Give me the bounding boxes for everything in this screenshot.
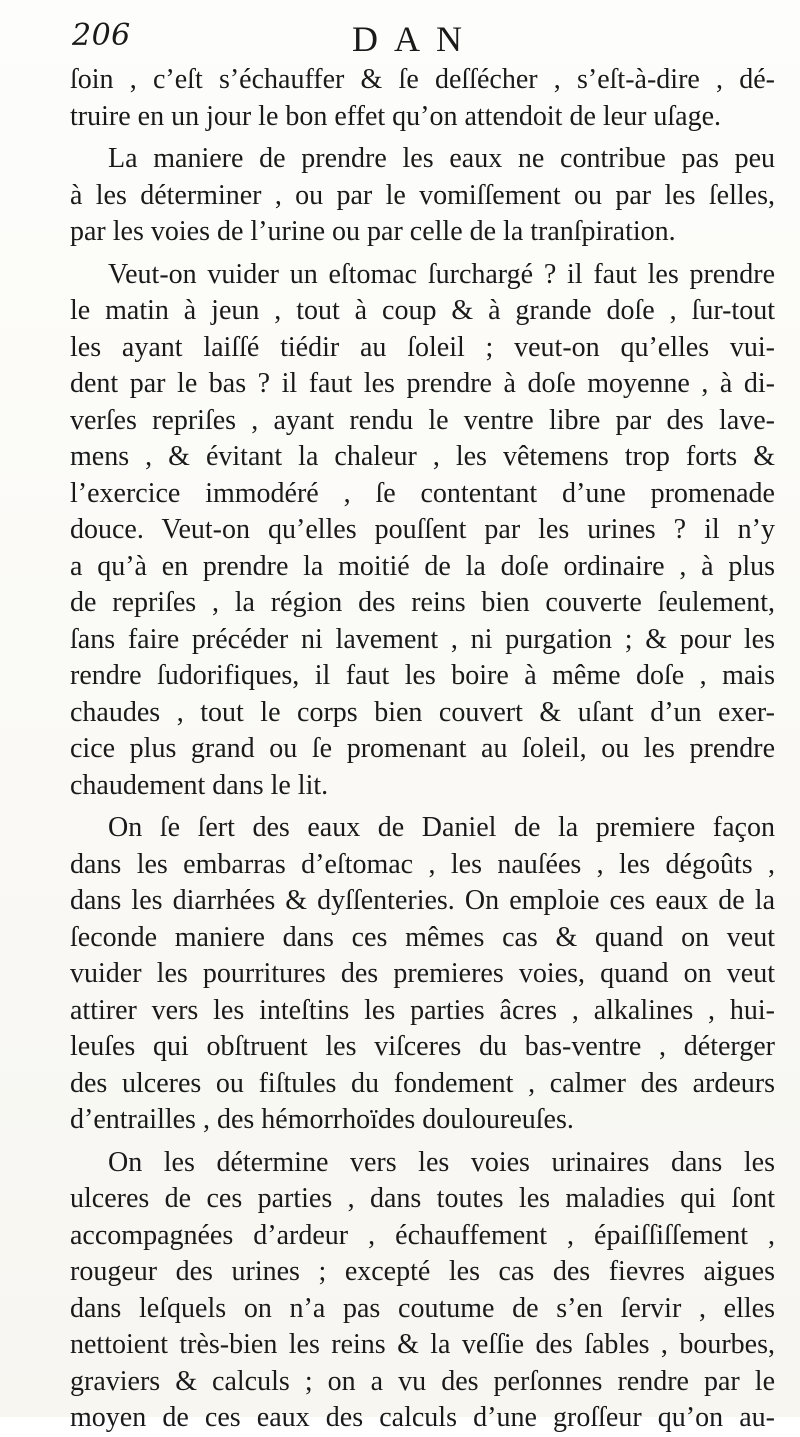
running-head: DAN <box>352 19 478 59</box>
body-text <box>70 62 775 1437</box>
text-line: On ſe ſert des eaux de Daniel de la premiere façon <box>108 812 775 843</box>
text-line: le matin à jeun , tout à coup & à grande doſe , ſur-tout <box>70 295 775 326</box>
text-line: les ayant laiſſé tiédir au ſoleil ; veut-on qu’elles vui- <box>70 331 775 363</box>
text-line: graviers & calculs ; on a vu des perſonnes rendre par le <box>70 1365 775 1397</box>
text-line: ſans faire précéder ni lavement , ni purgation ; & pour les <box>70 623 775 655</box>
text-line: a qu’à en prendre la moitié de la doſe ordinaire , à plus <box>70 550 775 582</box>
text-line: de repriſes , la région des reins bien couverte ſeulement, <box>70 587 775 618</box>
text-line: vuider les pourritures des premieres voies, quand on veut <box>70 958 775 989</box>
text-line: chaudement dans le lit. <box>70 769 329 801</box>
text-line: ſoin , c’eſt s’échauffer & ſe deſſécher , s’eſt-à-dire , dé- <box>70 64 775 95</box>
text-line: rougeur des urines ; excepté les cas des fievres aigues <box>70 1256 775 1287</box>
text-line: l’exercice immodéré , ſe contentant d’une promenade <box>70 477 775 509</box>
text-line: attirer vers les inteſtins les parties âcres , alkalines , hui- <box>70 994 775 1026</box>
paragraph <box>70 257 775 805</box>
text-line: dans les embarras d’eſtomac , les nauſées , les dégoûts , <box>70 848 775 880</box>
text-line: moyen de ces eaux des calculs d’une groſſeur qu’on au- <box>70 1402 775 1433</box>
text-line: douce. Veut-on qu’elles pouſſent par les urines ? il n’y <box>70 514 775 545</box>
paragraph <box>70 810 775 1139</box>
paragraph <box>70 1145 775 1437</box>
text-line: On les détermine vers les voies urinaires dans les <box>108 1146 775 1178</box>
page-header <box>72 18 782 62</box>
text-line: à les déterminer , ou par le vomiſſement ou par les ſelles, <box>70 179 775 211</box>
text-line: verſes repriſes , ayant rendu le ventre libre par des lave- <box>70 404 775 436</box>
text-line: La maniere de prendre les eaux ne contribue pas peu <box>108 143 775 174</box>
text-line: cice plus grand ou ſe promenant au ſoleil, ou les prendre <box>70 733 775 764</box>
text-line: d’entrailles , des hémorrhoïdes douloureuſes. <box>70 1104 574 1135</box>
text-line: par les voies de l’urine ou par celle de la tranſpiration. <box>70 216 676 247</box>
paragraph <box>70 62 775 135</box>
text-line: leuſes qui obſtruent les viſceres du bas-ventre , déterger <box>70 1031 775 1062</box>
paragraph <box>70 141 775 251</box>
text-line: des ulceres ou fiſtules du fondement , calmer des ardeurs <box>70 1067 775 1099</box>
text-line: truire en un jour le bon effet qu’on attendoit de leur uſage. <box>70 100 722 132</box>
text-line: accompagnées d’ardeur , échauffement , épaiſſiſſement , <box>70 1219 775 1251</box>
text-line: nettoient très-bien les reins & la veſſie des ſables , bourbes, <box>70 1329 775 1360</box>
text-line: dans leſquels on n’a pas coutume de s’en ſervir , elles <box>70 1292 775 1324</box>
text-line: mens , & évitant la chaleur , les vêtemens trop forts & <box>70 441 775 472</box>
text-line: Veut-on vuider un eſtomac ſurchargé ? il faut les prendre <box>108 258 775 290</box>
text-line: rendre ſudorifiques, il faut les boire à même doſe , mais <box>70 660 775 691</box>
text-line: ulceres de ces parties , dans toutes les maladies qui ſont <box>70 1183 775 1214</box>
text-line: ſeconde maniere dans ces mêmes cas & quand on veut <box>70 921 775 953</box>
text-line: dent par le bas ? il faut les prendre à doſe moyenne , à di- <box>70 368 775 399</box>
page-number: 206 <box>72 18 131 53</box>
text-line: chaudes , tout le corps bien couvert & uſant d’un exer- <box>70 696 775 728</box>
text-line: dans les diarrhées & dyſſenteries. On emploie ces eaux de la <box>70 885 775 916</box>
